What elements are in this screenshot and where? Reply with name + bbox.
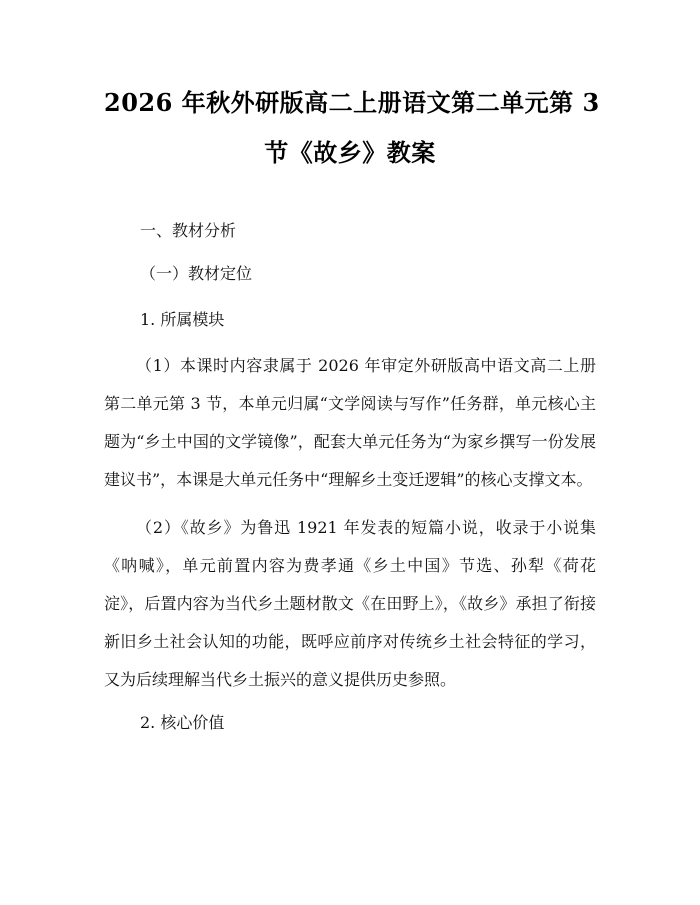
item-heading-core-value: 2. 核心价值	[140, 713, 225, 732]
subsection-heading-material-positioning: （一）教材定位	[140, 264, 253, 283]
module-paragraph-1: （1）本课时内容隶属于 2026 年审定外研版高中语文高二上册第二单元第 3 节，本单元归属“文学阅读与写作”任务群，单元核心主题为“乡土中国的文学镜像”，配套大单元任务为“为家乡撰写一份发展建议书”，本课是大单元任务中“理解乡土变迁逻辑”的核心支撑文本。	[104, 356, 596, 489]
document-title-line-2: 节《故乡》教案	[264, 138, 436, 167]
item-heading-module: 1. 所属模块	[140, 310, 225, 329]
document-body	[104, 212, 596, 742]
document-title-line-1: 2026 年秋外研版高二上册语文第二单元第 3	[104, 88, 600, 117]
document-title	[104, 78, 600, 178]
module-paragraph-2: （2）《故乡》为鲁迅 1921 年发表的短篇小说，收录于小说集《呐喊》，单元前置内容为费孝通《乡土中国》节选、孙犁《荷花淀》，后置内容为当代乡土题材散文《在田野上》，《故乡》承担了衔接新旧乡土社会认知的功能，既呼应前序对传统乡土社会特征的学习，又为后续理解当代乡土振兴的意义提供历史参照。	[104, 518, 596, 689]
section-heading-teaching-material-analysis: 一、教材分析	[140, 221, 237, 240]
